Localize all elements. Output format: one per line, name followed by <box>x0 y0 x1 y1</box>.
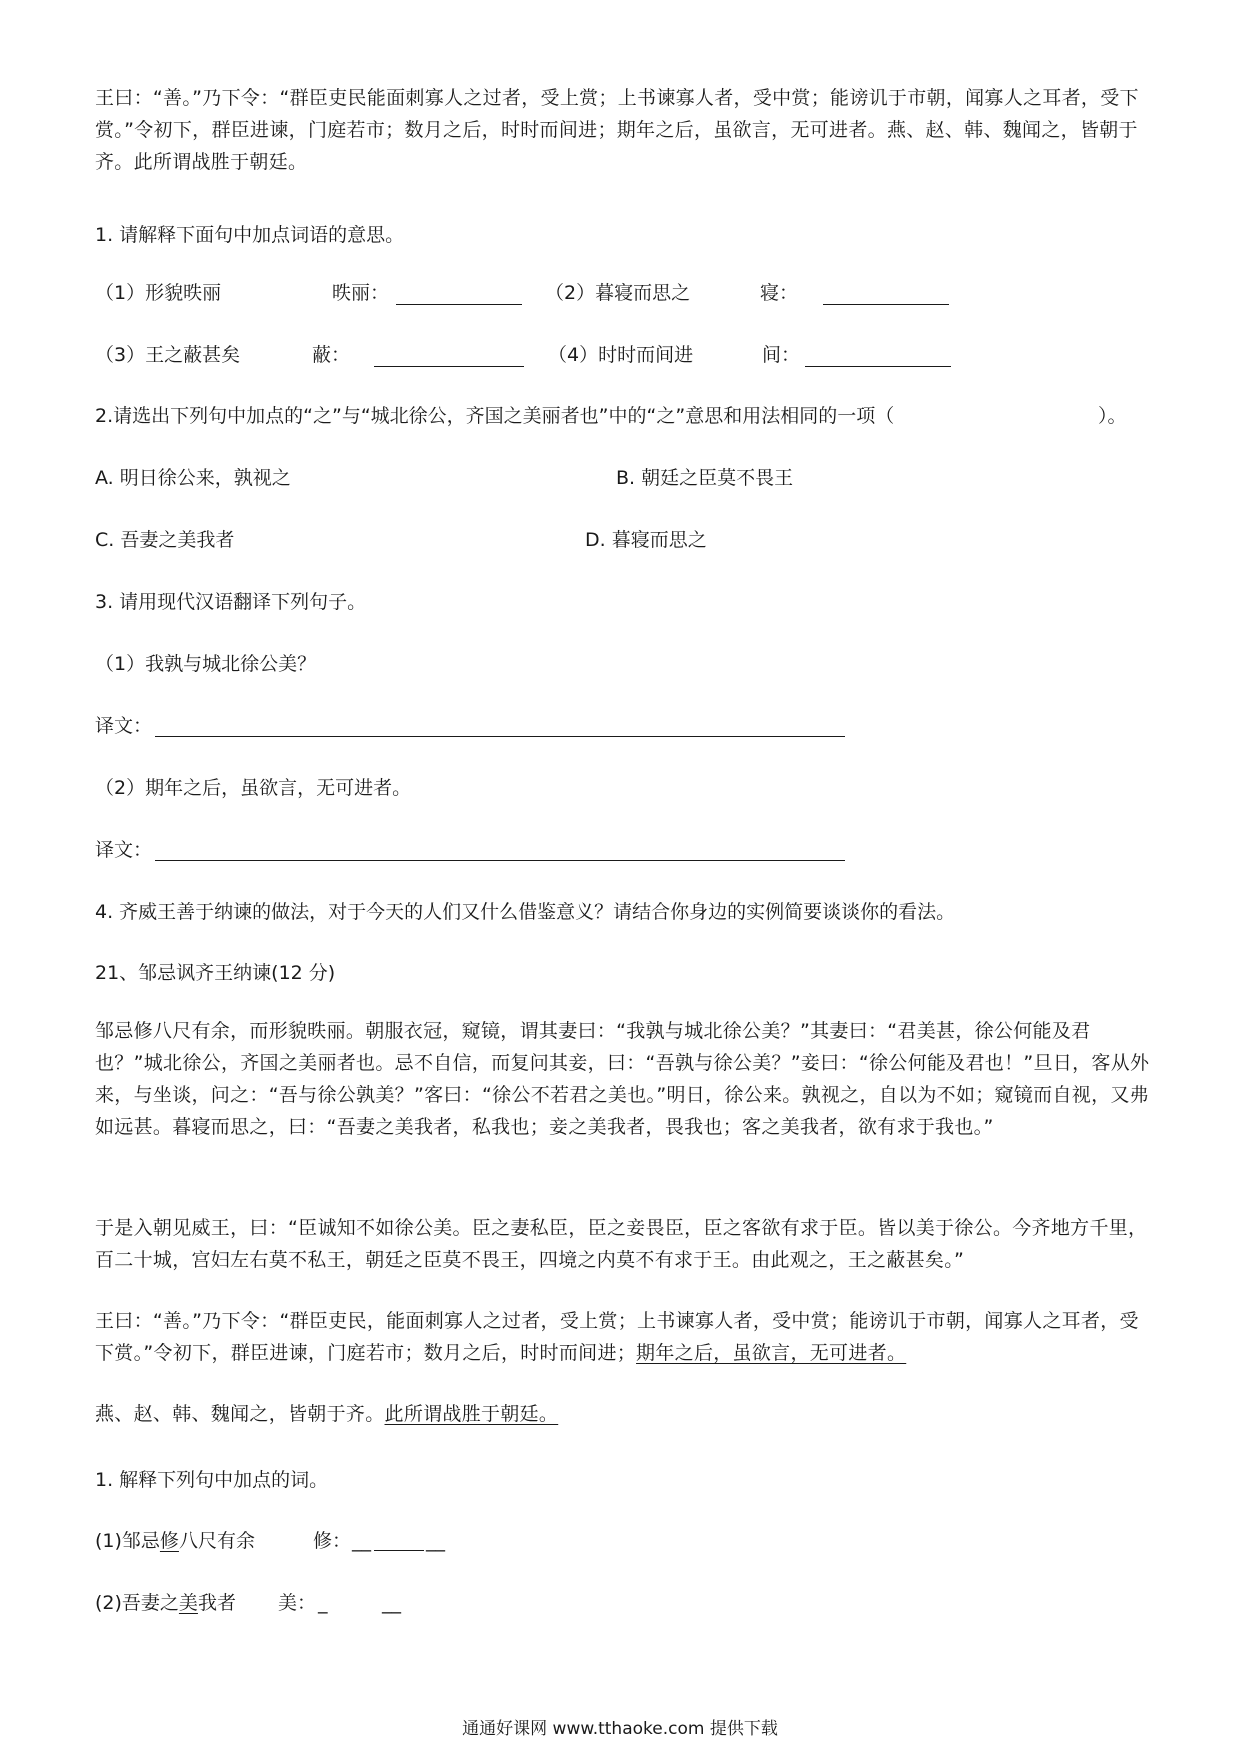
s21-item-2-term: 美： <box>278 1592 317 1614</box>
section-21-paragraph-2: 于是入朝见威王，曰：“臣诚知不如徐公美。臣之妻私臣，臣之妾畏臣，臣之客欲有求于臣。皆以美于徐公。今齐地方千里，百二十城，宫妇左右莫不私王，朝廷之臣莫不畏王，四境之内莫不有求于王。由此观之，王之蔽甚矣。” <box>95 1217 1148 1271</box>
s21-item-2-pre: (2)吾妻之 <box>95 1592 179 1614</box>
q1-item-3-sentence: （3）王之蔽甚矣 <box>95 344 241 366</box>
s21-item-2-blank-start: _ <box>318 1592 328 1614</box>
s21-item-2-blank-end: __ <box>382 1592 401 1614</box>
s21-item-1-post: 八尺有余 <box>178 1530 255 1552</box>
q3-sentence-2: （2）期年之后，虽欲言，无可进者。 <box>95 777 412 799</box>
s21-item-1-key: 修 <box>159 1530 179 1552</box>
q3-sentence-1: （1）我孰与城北徐公美？ <box>95 653 317 675</box>
section-21-paragraph-4 <box>95 1398 1150 1430</box>
option-a: A. 明日徐公来，孰视之 <box>95 467 291 489</box>
q1-item-2-blank[interactable] <box>823 304 949 305</box>
paragraph-4-text: 燕、赵、韩、魏闻之，皆朝于齐。 <box>95 1403 385 1425</box>
section-21-heading: 21、邹忌讽齐王纳谏(12 分) <box>95 962 336 984</box>
option-d: D. 暮寝而思之 <box>585 529 707 551</box>
q3-translation-1-blank[interactable] <box>155 736 845 737</box>
q1-item-2-term: 寝： <box>760 282 799 304</box>
s21-item-1-blank-end: __ <box>426 1530 445 1552</box>
option-b: B. 朝廷之臣莫不畏王 <box>616 467 794 489</box>
question-1-title: 1. 请解释下面句中加点词语的意思。 <box>95 224 405 246</box>
paragraph-3-underlined-sentence: 期年之后，虽欲言，无可进者。 <box>636 1342 907 1364</box>
q1-item-3-blank[interactable] <box>374 366 524 367</box>
q1-item-4-blank[interactable] <box>805 366 951 367</box>
q1-item-1-sentence: （1）形貌昳丽 <box>95 282 222 304</box>
passage-paragraph: 王曰：“善。”乃下令：“群臣吏民能面刺寡人之过者，受上赏；上书谏寡人者，受中赏；能谤讥于市朝，闻寡人之耳者，受下赏。”令初下，群臣进谏，门庭若市；数月之后，时时而间进；期年之后，虽欲言，无可进者。燕、赵、韩、魏闻之，皆朝于齐。此所谓战胜于朝廷。 <box>95 87 1139 173</box>
q3-translation-2-blank[interactable] <box>155 860 845 861</box>
option-c: C. 吾妻之美我者 <box>95 529 235 551</box>
q1-item-1-term: 昳丽： <box>332 282 390 304</box>
page-footer: 通通好课网 www.tthaoke.com 提供下载 <box>462 1719 778 1739</box>
s21-item-1-term: 修： <box>313 1530 352 1552</box>
s21-item-1-blank[interactable] <box>374 1550 424 1551</box>
q3-translation-2-label: 译文： <box>95 839 153 861</box>
s21-item-1-pre: (1)邹忌 <box>95 1530 160 1552</box>
question-2-close-paren: ）。 <box>1098 405 1127 427</box>
section-21-question-1-title: 1. 解释下列句中加点的词。 <box>95 1469 329 1491</box>
s21-item-1 <box>95 1528 255 1554</box>
q1-item-4-sentence: （4）时时而间进 <box>548 344 694 366</box>
section-21-paragraph-1: 邹忌修八尺有余，而形貌昳丽。朝服衣冠，窥镜，谓其妻曰：“我孰与城北徐公美？”其妻曰：“君美甚，徐公何能及君也？”城北徐公，齐国之美丽者也。忌不自信，而复问其妾，曰：“吾孰与徐公美？”妾曰：“徐公何能及君也！”旦日，客从外来，与坐谈，问之：“吾与徐公孰美？”客曰：“徐公不若君之美也。”明日，徐公来。孰视之，自以为不如；窥镜而自视，又弗如远甚。暮寝而思之，曰：“吾妻之美我者，私我也；妾之美我者，畏我也；客之美我者，欲有求于我也。” <box>95 1020 1150 1138</box>
paragraph-3-text: 王曰：“善。”乃下令：“群臣吏民，能面刺寡人之过者，受上赏；上书谏寡人者，受中赏；能谤讥于市朝，闻寡人之耳者，受下赏。”令初下，群臣进谏，门庭若市；数月之后，时时而间进； <box>95 1310 1139 1364</box>
s21-item-1-blank-start: __ <box>352 1530 371 1552</box>
q1-item-3-term: 蔽： <box>312 344 351 366</box>
paragraph-4-underlined-sentence: 此所谓战胜于朝廷。 <box>384 1403 559 1425</box>
s21-item-2 <box>95 1590 236 1616</box>
q3-translation-1-label: 译文： <box>95 715 153 737</box>
section-21-paragraph-3 <box>95 1305 1150 1369</box>
question-4-title: 4. 齐威王善于纳谏的做法，对于今天的人们又什么借鉴意义？请结合你身边的实例简要谈谈你的看法。 <box>95 901 956 923</box>
question-2-title: 2.请选出下列句中加点的“之”与“城北徐公，齐国之美丽者也”中的“之”意思和用法相同的一项（ <box>95 405 895 427</box>
q1-item-4-term: 间： <box>762 344 801 366</box>
question-3-title: 3. 请用现代汉语翻译下列句子。 <box>95 591 367 613</box>
s21-item-2-key: 美 <box>178 1592 198 1614</box>
s21-item-2-post: 我者 <box>197 1592 236 1614</box>
q1-item-2-sentence: （2）暮寝而思之 <box>545 282 691 304</box>
q1-item-1-blank[interactable] <box>396 304 522 305</box>
